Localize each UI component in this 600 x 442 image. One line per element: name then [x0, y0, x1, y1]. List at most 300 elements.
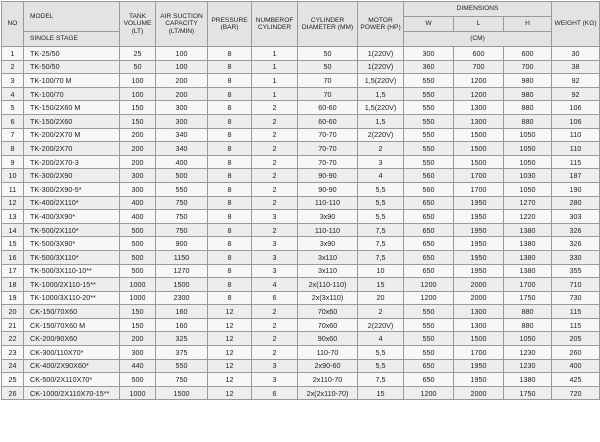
cell-air-suction: 300 — [156, 101, 208, 115]
cell-motor-power: 2 — [358, 142, 404, 156]
table-row — [2, 223, 600, 237]
cell-motor-power: 5,5 — [358, 196, 404, 210]
cell-no: 4 — [2, 87, 24, 101]
cell-cylinder-diameter: 110-70 — [298, 346, 358, 360]
cell-length: 2000 — [454, 291, 504, 305]
cell-pressure: 8 — [208, 47, 252, 61]
cell-model: TK-500/3X110-10** — [24, 264, 120, 278]
cell-tank-volume: 500 — [120, 237, 156, 251]
cell-motor-power: 7,5 — [358, 373, 404, 387]
cell-pressure: 12 — [208, 386, 252, 400]
cell-length: 1950 — [454, 373, 504, 387]
cell-air-suction: 340 — [156, 128, 208, 142]
cell-weight: 326 — [552, 223, 600, 237]
header-pressure: PRESSURE (BAR) — [208, 2, 252, 47]
table-row — [2, 114, 600, 128]
cell-motor-power: 1,5 — [358, 114, 404, 128]
cell-length: 1950 — [454, 250, 504, 264]
cell-cylinder-diameter: 90-90 — [298, 169, 358, 183]
cell-pressure: 12 — [208, 318, 252, 332]
cell-no: 19 — [2, 291, 24, 305]
cell-motor-power: 5,5 — [358, 182, 404, 196]
cell-weight: 115 — [552, 305, 600, 319]
cell-weight: 110 — [552, 142, 600, 156]
header-no: NO — [2, 2, 24, 47]
cell-width: 1200 — [404, 278, 454, 292]
cell-cylinders: 2 — [252, 155, 298, 169]
cell-tank-volume: 1000 — [120, 291, 156, 305]
cell-width: 550 — [404, 74, 454, 88]
table-row — [2, 346, 600, 360]
cell-cylinder-diameter: 3x90 — [298, 210, 358, 224]
cell-no: 8 — [2, 142, 24, 156]
table-row — [2, 128, 600, 142]
table-row — [2, 291, 600, 305]
cell-cylinders: 1 — [252, 60, 298, 74]
table-row — [2, 74, 600, 88]
cell-cylinders: 4 — [252, 278, 298, 292]
cell-cylinder-diameter: 50 — [298, 60, 358, 74]
cell-weight: 400 — [552, 359, 600, 373]
cell-pressure: 12 — [208, 305, 252, 319]
cell-height: 980 — [504, 87, 552, 101]
cell-cylinders: 3 — [252, 373, 298, 387]
cell-length: 700 — [454, 60, 504, 74]
cell-motor-power: 1(220V) — [358, 60, 404, 74]
cell-model: TK-200/2X70-3 — [24, 155, 120, 169]
cell-tank-volume: 400 — [120, 210, 156, 224]
cell-pressure: 8 — [208, 60, 252, 74]
cell-width: 550 — [404, 318, 454, 332]
cell-length: 1950 — [454, 210, 504, 224]
cell-pressure: 12 — [208, 359, 252, 373]
cell-pressure: 8 — [208, 210, 252, 224]
cell-width: 650 — [404, 210, 454, 224]
cell-tank-volume: 100 — [120, 87, 156, 101]
cell-motor-power: 7,5 — [358, 237, 404, 251]
cell-air-suction: 325 — [156, 332, 208, 346]
cell-width: 650 — [404, 196, 454, 210]
cell-air-suction: 300 — [156, 114, 208, 128]
cell-height: 1380 — [504, 223, 552, 237]
cell-tank-volume: 500 — [120, 373, 156, 387]
cell-height: 700 — [504, 60, 552, 74]
cell-width: 1200 — [404, 291, 454, 305]
cell-height: 1700 — [504, 278, 552, 292]
cell-weight: 330 — [552, 250, 600, 264]
cell-pressure: 8 — [208, 291, 252, 305]
cell-cylinders: 2 — [252, 101, 298, 115]
cell-cylinder-diameter: 3x90 — [298, 237, 358, 251]
cell-height: 1050 — [504, 128, 552, 142]
cell-weight: 355 — [552, 264, 600, 278]
cell-width: 550 — [404, 101, 454, 115]
cell-tank-volume: 150 — [120, 114, 156, 128]
cell-no: 10 — [2, 169, 24, 183]
cell-air-suction: 1500 — [156, 278, 208, 292]
cell-motor-power: 1,5(220V) — [358, 101, 404, 115]
cell-air-suction: 375 — [156, 346, 208, 360]
table-row — [2, 278, 600, 292]
cell-pressure: 8 — [208, 114, 252, 128]
cell-cylinder-diameter: 70-70 — [298, 128, 358, 142]
cell-length: 600 — [454, 47, 504, 61]
cell-no: 23 — [2, 346, 24, 360]
cell-no: 14 — [2, 223, 24, 237]
cell-pressure: 8 — [208, 196, 252, 210]
cell-no: 17 — [2, 264, 24, 278]
cell-length: 1950 — [454, 223, 504, 237]
cell-no: 20 — [2, 305, 24, 319]
cell-weight: 190 — [552, 182, 600, 196]
cell-width: 550 — [404, 155, 454, 169]
cell-model: TK-1000/2X110-15** — [24, 278, 120, 292]
cell-model: TK-400/2X110* — [24, 196, 120, 210]
cell-cylinder-diameter: 70x60 — [298, 318, 358, 332]
table-row — [2, 359, 600, 373]
cell-air-suction: 160 — [156, 305, 208, 319]
cell-cylinders: 2 — [252, 128, 298, 142]
cell-length: 1300 — [454, 305, 504, 319]
cell-tank-volume: 50 — [120, 60, 156, 74]
cell-height: 1050 — [504, 332, 552, 346]
cell-cylinder-diameter: 90x60 — [298, 332, 358, 346]
cell-motor-power: 5,5 — [358, 346, 404, 360]
cell-height: 1230 — [504, 346, 552, 360]
cell-motor-power: 20 — [358, 291, 404, 305]
cell-model: TK-200/2X70 — [24, 142, 120, 156]
cell-no: 12 — [2, 196, 24, 210]
cell-air-suction: 1270 — [156, 264, 208, 278]
cell-cylinders: 2 — [252, 196, 298, 210]
cell-cylinders: 2 — [252, 346, 298, 360]
cell-length: 1700 — [454, 182, 504, 196]
cell-cylinders: 1 — [252, 87, 298, 101]
cell-length: 1300 — [454, 114, 504, 128]
cell-cylinder-diameter: 70 — [298, 87, 358, 101]
table-row — [2, 169, 600, 183]
cell-height: 1750 — [504, 386, 552, 400]
cell-length: 1950 — [454, 264, 504, 278]
cell-width: 650 — [404, 237, 454, 251]
cell-tank-volume: 25 — [120, 47, 156, 61]
cell-length: 1500 — [454, 142, 504, 156]
cell-model: TK-150/2X60 — [24, 114, 120, 128]
cell-motor-power: 5,5 — [358, 359, 404, 373]
cell-weight: 425 — [552, 373, 600, 387]
cell-motor-power: 5,5 — [358, 210, 404, 224]
cell-air-suction: 160 — [156, 318, 208, 332]
cell-no: 6 — [2, 114, 24, 128]
cell-cylinder-diameter: 70x60 — [298, 305, 358, 319]
cell-weight: 730 — [552, 291, 600, 305]
table-header — [2, 2, 600, 47]
cell-pressure: 8 — [208, 155, 252, 169]
cell-no: 2 — [2, 60, 24, 74]
cell-motor-power: 2 — [358, 305, 404, 319]
cell-width: 550 — [404, 142, 454, 156]
cell-height: 1220 — [504, 210, 552, 224]
cell-weight: 30 — [552, 47, 600, 61]
cell-tank-volume: 150 — [120, 101, 156, 115]
cell-cylinders: 3 — [252, 359, 298, 373]
cell-weight: 720 — [552, 386, 600, 400]
cell-model: CK-200/90X60 — [24, 332, 120, 346]
cell-height: 1030 — [504, 169, 552, 183]
cell-pressure: 8 — [208, 87, 252, 101]
cell-air-suction: 750 — [156, 210, 208, 224]
cell-air-suction: 1150 — [156, 250, 208, 264]
table-row — [2, 305, 600, 319]
header-air-suction-capacity: AIR SUCTION CAPACITY (LT/MIN) — [156, 2, 208, 47]
cell-motor-power: 1,5(220V) — [358, 74, 404, 88]
cell-tank-volume: 500 — [120, 264, 156, 278]
cell-width: 650 — [404, 223, 454, 237]
cell-model: TK-150/2X60 M — [24, 101, 120, 115]
cell-air-suction: 100 — [156, 47, 208, 61]
cell-tank-volume: 1000 — [120, 278, 156, 292]
cell-model: TK-200/2X70 M — [24, 128, 120, 142]
cell-pressure: 12 — [208, 373, 252, 387]
cell-length: 1700 — [454, 169, 504, 183]
cell-length: 1500 — [454, 332, 504, 346]
cell-cylinder-diameter: 110-110 — [298, 196, 358, 210]
cell-air-suction: 200 — [156, 74, 208, 88]
table-row — [2, 87, 600, 101]
cell-height: 880 — [504, 114, 552, 128]
cell-weight: 115 — [552, 155, 600, 169]
cell-weight: 92 — [552, 87, 600, 101]
cell-width: 650 — [404, 250, 454, 264]
cell-no: 1 — [2, 47, 24, 61]
cell-weight: 110 — [552, 128, 600, 142]
cell-air-suction: 200 — [156, 87, 208, 101]
cell-cylinders: 2 — [252, 142, 298, 156]
header-dimension-unit: (CM) — [404, 32, 552, 47]
cell-height: 880 — [504, 101, 552, 115]
cell-model: TK-500/3X110* — [24, 250, 120, 264]
cell-no: 11 — [2, 182, 24, 196]
header-model: MODEL — [24, 2, 120, 32]
table-row — [2, 373, 600, 387]
cell-height: 1050 — [504, 182, 552, 196]
cell-weight: 106 — [552, 114, 600, 128]
cell-cylinder-diameter: 60-60 — [298, 101, 358, 115]
cell-width: 550 — [404, 114, 454, 128]
cell-air-suction: 550 — [156, 182, 208, 196]
cell-pressure: 8 — [208, 278, 252, 292]
cell-tank-volume: 150 — [120, 318, 156, 332]
cell-cylinder-diameter: 60-60 — [298, 114, 358, 128]
cell-no: 13 — [2, 210, 24, 224]
cell-cylinders: 2 — [252, 182, 298, 196]
cell-length: 2000 — [454, 386, 504, 400]
cell-model: TK-500/3X90* — [24, 237, 120, 251]
header-tank-volume: TANK VOLUME (LT) — [120, 2, 156, 47]
cell-no: 5 — [2, 101, 24, 115]
cell-pressure: 8 — [208, 182, 252, 196]
cell-air-suction: 1500 — [156, 386, 208, 400]
cell-model: CK-150/70X60 — [24, 305, 120, 319]
cell-height: 880 — [504, 305, 552, 319]
cell-no: 21 — [2, 318, 24, 332]
header-number-of-cylinder: NUMBEROF CYLINDER — [252, 2, 298, 47]
cell-no: 7 — [2, 128, 24, 142]
cell-air-suction: 2300 — [156, 291, 208, 305]
cell-height: 1230 — [504, 359, 552, 373]
cell-air-suction: 340 — [156, 142, 208, 156]
cell-height: 880 — [504, 318, 552, 332]
cell-model: CK-150/70X60 M — [24, 318, 120, 332]
cell-air-suction: 100 — [156, 60, 208, 74]
cell-length: 1500 — [454, 128, 504, 142]
cell-motor-power: 1,5 — [358, 87, 404, 101]
header-dimensions: DIMENSIONS — [404, 2, 552, 17]
cell-width: 650 — [404, 264, 454, 278]
cell-model: TK-300/2X90-5* — [24, 182, 120, 196]
cell-cylinders: 3 — [252, 237, 298, 251]
cell-pressure: 8 — [208, 128, 252, 142]
cell-air-suction: 750 — [156, 223, 208, 237]
cell-no: 18 — [2, 278, 24, 292]
cell-motor-power: 7,5 — [358, 223, 404, 237]
cell-cylinders: 2 — [252, 114, 298, 128]
cell-no: 3 — [2, 74, 24, 88]
cell-width: 560 — [404, 182, 454, 196]
cell-cylinders: 3 — [252, 250, 298, 264]
table-row — [2, 196, 600, 210]
cell-no: 16 — [2, 250, 24, 264]
cell-weight: 38 — [552, 60, 600, 74]
cell-pressure: 8 — [208, 101, 252, 115]
cell-height: 1380 — [504, 373, 552, 387]
cell-pressure: 12 — [208, 332, 252, 346]
cell-length: 1950 — [454, 359, 504, 373]
cell-width: 650 — [404, 373, 454, 387]
cell-air-suction: 550 — [156, 359, 208, 373]
cell-height: 1050 — [504, 142, 552, 156]
cell-pressure: 8 — [208, 264, 252, 278]
cell-length: 1500 — [454, 155, 504, 169]
table-row — [2, 332, 600, 346]
cell-height: 1050 — [504, 155, 552, 169]
cell-width: 650 — [404, 359, 454, 373]
cell-weight: 205 — [552, 332, 600, 346]
cell-width: 560 — [404, 169, 454, 183]
cell-model: TK-300/2X90 — [24, 169, 120, 183]
cell-height: 980 — [504, 74, 552, 88]
cell-width: 360 — [404, 60, 454, 74]
cell-height: 1380 — [504, 250, 552, 264]
header-weight: WEIGHT (KG) — [552, 2, 600, 47]
cell-model: CK-300/110X70* — [24, 346, 120, 360]
cell-model: TK-25/50 — [24, 47, 120, 61]
cell-motor-power: 7,5 — [358, 250, 404, 264]
cell-tank-volume: 440 — [120, 359, 156, 373]
cell-tank-volume: 1000 — [120, 386, 156, 400]
table-row — [2, 182, 600, 196]
cell-motor-power: 4 — [358, 332, 404, 346]
cell-model: TK-100/70 M — [24, 74, 120, 88]
cell-cylinder-diameter: 70 — [298, 74, 358, 88]
cell-length: 1300 — [454, 318, 504, 332]
cell-width: 550 — [404, 128, 454, 142]
cell-no: 22 — [2, 332, 24, 346]
cell-tank-volume: 150 — [120, 305, 156, 319]
header-height: H — [504, 17, 552, 32]
cell-weight: 115 — [552, 318, 600, 332]
cell-model: TK-100/70 — [24, 87, 120, 101]
header-width: W — [404, 17, 454, 32]
cell-cylinder-diameter: 2x(2x110-70) — [298, 386, 358, 400]
table-row — [2, 237, 600, 251]
cell-cylinders: 2 — [252, 223, 298, 237]
cell-pressure: 8 — [208, 237, 252, 251]
cell-weight: 187 — [552, 169, 600, 183]
cell-cylinder-diameter: 110-110 — [298, 223, 358, 237]
table-row — [2, 101, 600, 115]
cell-width: 550 — [404, 305, 454, 319]
cell-weight: 303 — [552, 210, 600, 224]
cell-cylinder-diameter: 2x90-60 — [298, 359, 358, 373]
cell-pressure: 8 — [208, 250, 252, 264]
cell-no: 26 — [2, 386, 24, 400]
cell-length: 1200 — [454, 74, 504, 88]
cell-cylinder-diameter: 3x110 — [298, 264, 358, 278]
cell-weight: 326 — [552, 237, 600, 251]
table-row — [2, 264, 600, 278]
cell-no: 24 — [2, 359, 24, 373]
cell-air-suction: 500 — [156, 169, 208, 183]
table-row — [2, 142, 600, 156]
cell-cylinder-diameter: 2x(3x110) — [298, 291, 358, 305]
cell-motor-power: 4 — [358, 169, 404, 183]
cell-no: 9 — [2, 155, 24, 169]
cell-cylinders: 2 — [252, 305, 298, 319]
cell-model: TK-1000/3X110-20** — [24, 291, 120, 305]
cell-tank-volume: 200 — [120, 155, 156, 169]
cell-height: 600 — [504, 47, 552, 61]
cell-cylinders: 6 — [252, 386, 298, 400]
header-motor-power: MOTOR POWER (HP) — [358, 2, 404, 47]
cell-tank-volume: 500 — [120, 250, 156, 264]
cell-tank-volume: 300 — [120, 346, 156, 360]
cell-height: 1270 — [504, 196, 552, 210]
table-row — [2, 386, 600, 400]
cell-cylinder-diameter: 2x(110-110) — [298, 278, 358, 292]
cell-motor-power: 10 — [358, 264, 404, 278]
cell-length: 1300 — [454, 101, 504, 115]
cell-cylinders: 6 — [252, 291, 298, 305]
cell-tank-volume: 300 — [120, 169, 156, 183]
cell-cylinders: 3 — [252, 210, 298, 224]
cell-model: TK-50/50 — [24, 60, 120, 74]
cell-weight: 260 — [552, 346, 600, 360]
header-cylinder-diameter: CYLINDER DIAMETER (MM) — [298, 2, 358, 47]
cell-cylinder-diameter: 70-70 — [298, 155, 358, 169]
cell-height: 1380 — [504, 237, 552, 251]
cell-weight: 106 — [552, 101, 600, 115]
cell-tank-volume: 400 — [120, 196, 156, 210]
cell-tank-volume: 500 — [120, 223, 156, 237]
compressor-spec-table — [1, 1, 600, 400]
cell-width: 300 — [404, 47, 454, 61]
cell-motor-power: 2(220V) — [358, 318, 404, 332]
cell-tank-volume: 100 — [120, 74, 156, 88]
cell-length: 2000 — [454, 278, 504, 292]
cell-cylinders: 2 — [252, 332, 298, 346]
table-row — [2, 250, 600, 264]
